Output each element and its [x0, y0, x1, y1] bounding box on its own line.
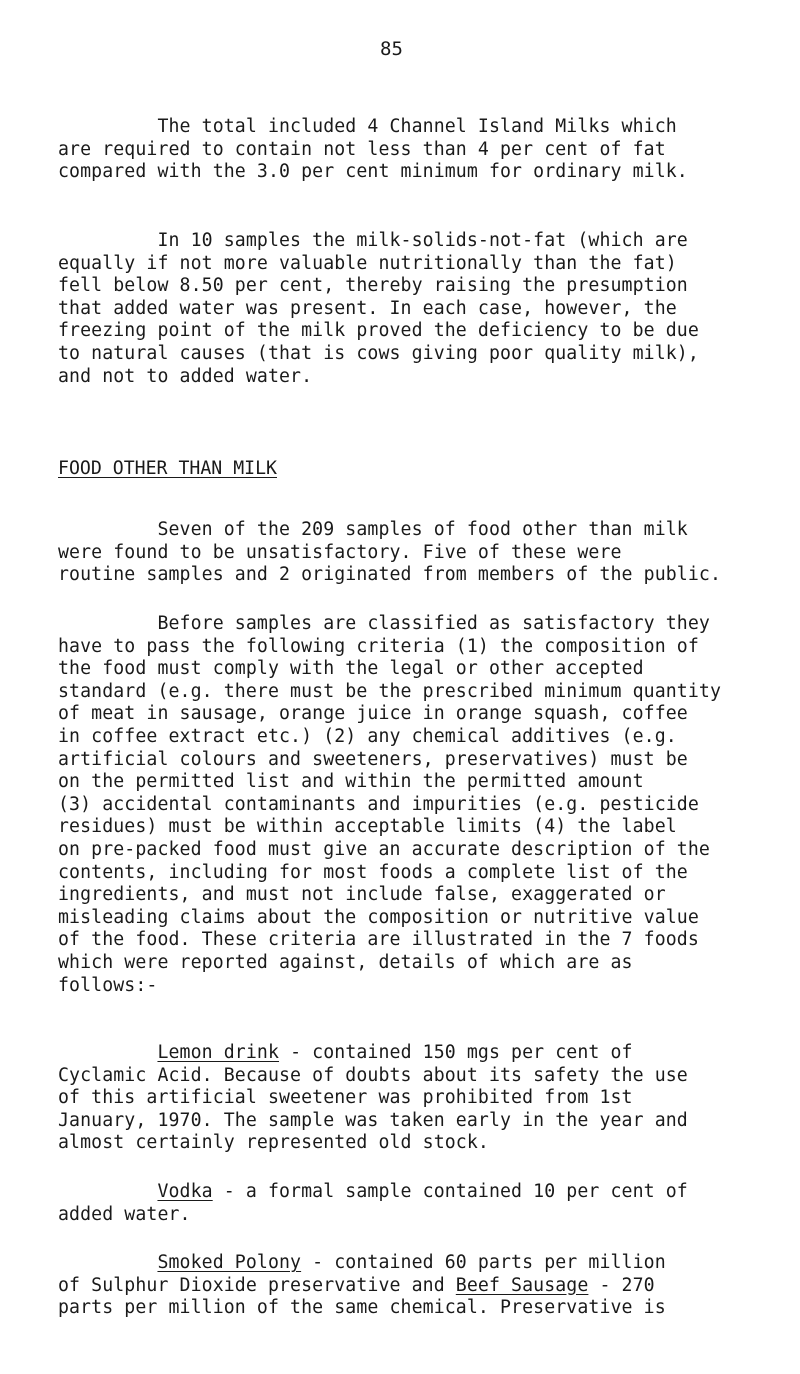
vodka-text: - a formal sample contained 10 per cent of: [212, 1181, 688, 1202]
paragraph-criteria: [58, 613, 778, 997]
polony-line-text: of Sulphur Dioxide preservative and: [58, 1274, 456, 1296]
text-line: routine samples and 2 originated from members of the public.: [58, 564, 721, 586]
text-line: follows:-: [58, 974, 158, 996]
text-line: that added water was present. In each case, however, the: [58, 297, 677, 319]
text-line: contents, including for most foods a complete list of the: [58, 861, 688, 883]
text-line: (3) accidental contaminants and impurities (e.g. pesticide: [58, 793, 699, 815]
text-line: artificial colours and sweeteners, preservatives) must be: [58, 748, 688, 770]
text-line: freezing point of the milk proved the deficiency to be due: [58, 320, 699, 342]
text-line: Seven of the 209 samples of food other than milk: [58, 519, 688, 540]
text-line: standard (e.g. there must be the prescribed minimum quantity: [58, 680, 721, 702]
text-line: added water.: [58, 1203, 191, 1225]
text-line: and not to added water.: [58, 365, 313, 387]
smoked-polony-text: - contained 60 parts per million: [301, 1252, 666, 1273]
text-line: were found to be unsatisfactory. Five of these were: [58, 541, 622, 563]
text-line: January, 1970. The sample was taken early in the year and: [58, 1109, 688, 1131]
lemon-drink-text: - contained 150 mgs per cent of: [279, 1042, 633, 1063]
paragraph-unsatisfactory-samples: [58, 519, 778, 587]
paragraph-channel-island-milks: [58, 116, 778, 184]
text-line: [58, 1042, 778, 1065]
text-line: on pre-packed food must give an accurate description of the: [58, 838, 710, 860]
text-line: misleading claims about the composition or nutritive value: [58, 906, 699, 928]
paragraph-smoked-polony: [58, 1252, 778, 1320]
text-line: In 10 samples the milk-solids-not-fat (which are: [58, 230, 688, 251]
text-line: the food must comply with the legal or other accepted: [58, 658, 644, 680]
text-line: [58, 1275, 778, 1298]
text-line: fell below 8.50 per cent, thereby raising the presumption: [58, 275, 688, 297]
text-line: of the food. These criteria are illustrated in the 7 foods: [58, 929, 699, 951]
text-line: of this artificial sweetener was prohibited from 1st: [58, 1087, 633, 1109]
text-line: Cyclamic Acid. Because of doubts about its safety the use: [58, 1064, 688, 1086]
text-line: of meat in sausage, orange juice in orange squash, coffee: [58, 703, 688, 725]
text-line: on the permitted list and within the permitted amount: [58, 771, 644, 793]
beef-sausage-text: - 270: [588, 1274, 655, 1296]
text-line: [58, 1252, 778, 1275]
text-line: compared with the 3.0 per cent minimum for ordinary milk.: [58, 161, 688, 183]
paragraph-milk-solids: [58, 230, 778, 388]
text-line: The total included 4 Channel Island Milks which: [58, 116, 677, 137]
text-line: equally if not more valuable nutritionally than the fat): [58, 252, 677, 274]
smoked-polony-title: Smoked Polony: [157, 1252, 302, 1273]
text-line: almost certainly represented old stock.: [58, 1132, 489, 1154]
page-number: 85: [380, 38, 403, 60]
section-heading: FOOD OTHER THAN MILK: [58, 458, 277, 479]
text-line: are required to contain not less than 4 per cent of fat: [58, 138, 666, 160]
text-line: to natural causes (that is cows giving poor quality milk),: [58, 342, 699, 364]
text-line: ingredients, and must not include false, exaggerated or: [58, 884, 666, 906]
text-line: parts per million of the same chemical. Preservative is: [58, 1297, 666, 1319]
paragraph-lemon-drink: [58, 1042, 778, 1155]
text-line: residues) must be within acceptable limits (4) the label: [58, 816, 677, 838]
vodka-title: Vodka: [157, 1181, 213, 1202]
text-line: which were reported against, details of which are as: [58, 951, 633, 973]
beef-sausage-title: Beef Sausage: [455, 1274, 589, 1296]
lemon-drink-title: Lemon drink: [157, 1042, 280, 1063]
text-line: Before samples are classified as satisfactory they: [58, 613, 710, 634]
paragraph-vodka: [58, 1181, 778, 1226]
text-line: [58, 1181, 778, 1204]
text-line: in coffee extract etc.) (2) any chemical additives (e.g.: [58, 725, 677, 747]
text-line: have to pass the following criteria (1) the composition of: [58, 635, 699, 657]
